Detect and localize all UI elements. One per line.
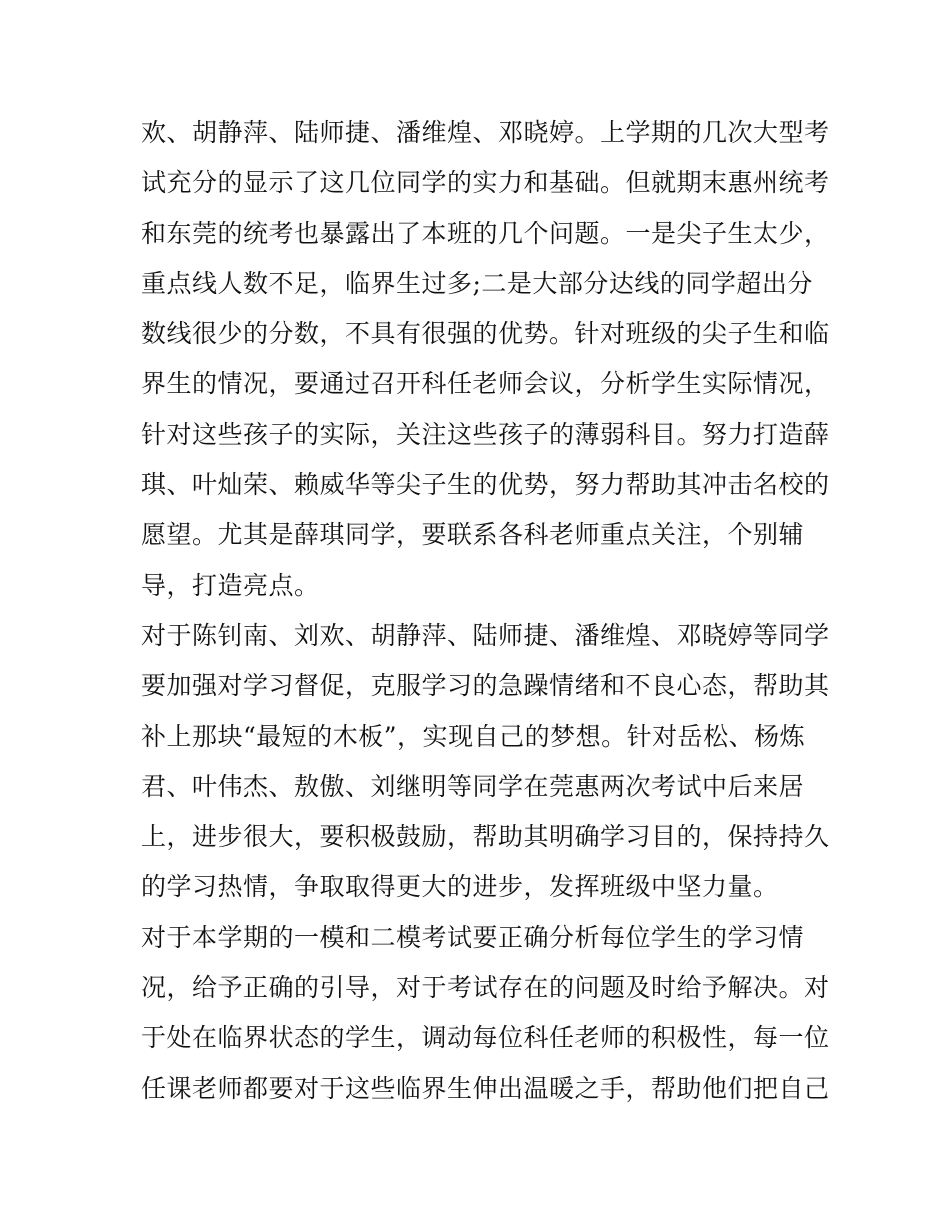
text-line: 任课老师都要对于这些临界生伸出温暖之手，帮助他们把自己	[141, 1073, 830, 1103]
text-line: 琪、叶灿荣、赖威华等尖子生的优势，努力帮助其冲击名校的	[141, 470, 830, 500]
text-line: 界生的情况，要通过召开科任老师会议，分析学生实际情况，	[141, 369, 830, 399]
text-line: 针对这些孩子的实际，关注这些孩子的薄弱科目。努力打造薛	[141, 419, 830, 449]
text-line: 愿望。尤其是薛琪同学，要联系各科老师重点关注，个别辅	[141, 520, 805, 550]
text-line: 重点线人数不足，临界生过多;二是大部分达线的同学超出分	[141, 268, 813, 298]
text-line: 于处在临界状态的学生，调动每位科任老师的积极性，每一位	[141, 1023, 830, 1053]
text-line: 上，进步很大，要积极鼓励，帮助其明确学习目的，保持持久	[141, 822, 830, 852]
text-line: 况，给予正确的引导，对于考试存在的问题及时给予解决。对	[141, 973, 830, 1003]
document-body-text	[141, 108, 830, 1114]
text-line: 对于本学期的一模和二模考试要正确分析每位学生的学习情	[141, 922, 805, 952]
text-line: 君、叶伟杰、敖傲、刘继明等同学在莞惠两次考试中后来居	[141, 771, 805, 801]
text-line: 的学习热情，争取取得更大的进步，发挥班级中坚力量。	[141, 872, 779, 902]
text-line: 数线很少的分数，不具有很强的优势。针对班级的尖子生和临	[141, 319, 830, 349]
text-line: 试充分的显示了这几位同学的实力和基础。但就期末惠州统考	[141, 168, 830, 198]
text-line: 要加强对学习督促，克服学习的急躁情绪和不良心态，帮助其	[141, 671, 830, 701]
text-line: 导，打造亮点。	[141, 570, 320, 600]
text-line: 补上那块“最短的木板”，实现自己的梦想。针对岳松、杨炼	[141, 721, 806, 751]
text-line: 和东莞的统考也暴露出了本班的几个问题。一是尖子生太少，	[141, 218, 830, 248]
text-line: 欢、胡静萍、陆师捷、潘维煌、邓晓婷。上学期的几次大型考	[141, 118, 830, 147]
text-line: 对于陈钊南、刘欢、胡静萍、陆师捷、潘维煌、邓晓婷等同学	[141, 620, 830, 650]
